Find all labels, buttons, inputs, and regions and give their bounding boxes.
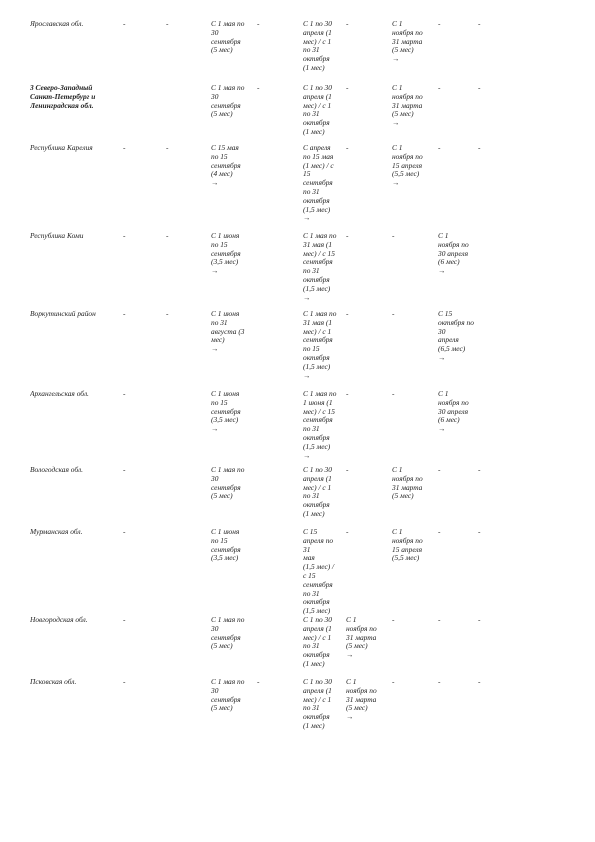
table-cell bbox=[257, 390, 303, 466]
region-name: Новгородская обл. bbox=[30, 616, 88, 624]
table-cell bbox=[478, 390, 518, 466]
region-name: Республика Коми bbox=[30, 232, 84, 240]
table-row bbox=[30, 144, 518, 232]
table-cell: С 1 ноября по 31 марта (5 мес) → bbox=[346, 616, 377, 660]
table-cell bbox=[166, 84, 211, 144]
table-cell: С 1 ноября по 30 апреля (6 мес) → bbox=[438, 390, 469, 434]
table-cell: - bbox=[478, 678, 481, 686]
table-cell bbox=[166, 390, 211, 466]
table-cell: - bbox=[346, 528, 349, 536]
table-row bbox=[30, 678, 518, 748]
table-row bbox=[30, 310, 518, 390]
table-cell bbox=[478, 310, 518, 390]
table-cell: - bbox=[257, 20, 260, 28]
table-cell: С 1 ноября по 31 марта (5 мес) → bbox=[346, 678, 377, 722]
region-name: 3 Северо-Западный Санкт-Петербург и Ленинградская обл. bbox=[30, 84, 96, 110]
table-cell: С 1 по 30 апреля (1 мес) / с 1 по 31 октября (1 мес) bbox=[303, 466, 332, 518]
table-cell: - bbox=[166, 20, 169, 28]
table-cell: - bbox=[392, 616, 395, 624]
table-row bbox=[30, 232, 518, 310]
table-cell: - bbox=[123, 144, 126, 152]
table-cell bbox=[257, 232, 303, 310]
table-cell: - bbox=[478, 466, 481, 474]
table-cell: - bbox=[346, 390, 349, 398]
table-cell: - bbox=[438, 84, 441, 92]
table-cell: С 15 апреля по 31 мая (1,5 мес) / с 15 сентября по 31 октября (1,5 мес) bbox=[303, 528, 335, 616]
table-cell: - bbox=[438, 678, 441, 686]
table-cell: - bbox=[123, 20, 126, 28]
table-cell: - bbox=[392, 390, 395, 398]
table-cell: С 1 по 30 апреля (1 мес) / с 1 по 31 октября (1 мес) bbox=[303, 678, 332, 730]
table-cell bbox=[478, 232, 518, 310]
table-cell bbox=[257, 310, 303, 390]
table-cell: - bbox=[438, 20, 441, 28]
table-cell: С 1 ноября по 15 апреля (5,5 мес) bbox=[392, 528, 423, 563]
table-cell: С 1 ноября по 31 марта (5 мес) → bbox=[392, 84, 423, 128]
table-cell bbox=[257, 528, 303, 616]
table-cell: - bbox=[478, 84, 481, 92]
table-cell: - bbox=[438, 144, 441, 152]
table-cell: С 1 ноября по 15 апреля (5,5 мес) → bbox=[392, 144, 423, 188]
table-cell: С 1 июня по 15 сентября (3,5 мес) bbox=[211, 528, 241, 563]
table-cell: С 1 ноября по 31 марта (5 мес) bbox=[392, 466, 423, 501]
region-name: Республика Карелия bbox=[30, 144, 93, 152]
table-cell: - bbox=[438, 616, 441, 624]
region-name: Воркутинский район bbox=[30, 310, 96, 318]
table-cell: - bbox=[346, 20, 349, 28]
region-name: Ярославская обл. bbox=[30, 20, 84, 28]
table-cell: С 1 по 30 апреля (1 мес) / с 1 по 31 октября (1 мес) bbox=[303, 84, 332, 136]
table-cell: - bbox=[346, 232, 349, 240]
table-row bbox=[30, 20, 518, 84]
table-cell: С 1 мая по 31 мая (1 мес) / с 15 сентября по 31 октября (1,5 мес) → bbox=[303, 232, 337, 302]
table-cell: - bbox=[438, 466, 441, 474]
table-cell: С 1 по 30 апреля (1 мес) / с 1 по 31 октября (1 мес) bbox=[303, 20, 332, 72]
table-cell: - bbox=[123, 232, 126, 240]
table-cell: - bbox=[392, 678, 395, 686]
table-cell: - bbox=[392, 232, 395, 240]
table-cell: - bbox=[346, 144, 349, 152]
table-cell: - bbox=[478, 20, 481, 28]
table-cell: - bbox=[478, 144, 481, 152]
table-cell: - bbox=[166, 232, 169, 240]
table-cell: С 1 ноября по 30 апреля (6 мес) → bbox=[438, 232, 469, 276]
table-cell: - bbox=[478, 528, 481, 536]
climate-zone-table bbox=[30, 20, 518, 748]
table-cell: - bbox=[123, 616, 126, 624]
table-cell: С 15 мая по 15 сентября (4 мес) → bbox=[211, 144, 241, 188]
table-cell: С 1 по 30 апреля (1 мес) / с 1 по 31 октября (1 мес) bbox=[303, 616, 332, 668]
table-cell: С 1 июня по 15 сентября (3,5 мес) → bbox=[211, 232, 241, 276]
table-cell: - bbox=[346, 84, 349, 92]
table-cell bbox=[257, 144, 303, 232]
table-cell: - bbox=[438, 528, 441, 536]
table-cell: - bbox=[166, 310, 169, 318]
table-row bbox=[30, 390, 518, 466]
table-cell: С 1 июня по 31 августа (3 мес) → bbox=[211, 310, 245, 354]
table-cell: - bbox=[123, 678, 126, 686]
table-cell: - bbox=[123, 466, 126, 474]
region-name: Вологодская обл. bbox=[30, 466, 83, 474]
table-cell: С 1 мая по 30 сентября (5 мес) bbox=[211, 84, 245, 119]
table-cell: - bbox=[346, 466, 349, 474]
table-cell: С 1 ноября по 31 марта (5 мес) → bbox=[392, 20, 423, 64]
region-name: Мурманская обл. bbox=[30, 528, 83, 536]
table-cell: С 1 мая по 30 сентября (5 мес) bbox=[211, 20, 245, 55]
table-cell: С 1 мая по 31 мая (1 мес) / с 1 сентября по 15 октября (1,5 мес) → bbox=[303, 310, 337, 380]
table-row bbox=[30, 84, 518, 144]
table-cell: - bbox=[123, 528, 126, 536]
table-body bbox=[30, 20, 518, 748]
table-cell: С 1 мая по 30 сентября (5 мес) bbox=[211, 616, 245, 651]
table-cell: - bbox=[346, 310, 349, 318]
table-cell: С 1 мая по 1 июня (1 мес) / с 15 сентября по 31 октября (1,5 мес) → bbox=[303, 390, 337, 460]
table-cell bbox=[257, 616, 303, 678]
table-cell bbox=[166, 528, 211, 616]
table-cell: - bbox=[123, 390, 126, 398]
table-cell: С 1 июня по 15 сентября (3,5 мес) → bbox=[211, 390, 241, 434]
table-cell: - bbox=[392, 310, 395, 318]
table-row bbox=[30, 528, 518, 616]
table-cell bbox=[166, 466, 211, 528]
table-cell: - bbox=[478, 616, 481, 624]
region-name: Архангельская обл. bbox=[30, 390, 89, 398]
table-cell: - bbox=[257, 678, 260, 686]
table-cell: С 1 мая по 30 сентября (5 мес) bbox=[211, 678, 245, 713]
table-row bbox=[30, 616, 518, 678]
table-cell bbox=[166, 616, 211, 678]
table-cell bbox=[123, 84, 166, 144]
table-cell bbox=[257, 466, 303, 528]
table-cell: С апреля по 15 мая (1 мес) / с 15 сентября по 31 октября (1,5 мес) → bbox=[303, 144, 334, 223]
table-cell bbox=[166, 678, 211, 748]
table-cell: С 15 октября по 30 апреля (6,5 мес) → bbox=[438, 310, 474, 362]
table-cell: С 1 мая по 30 сентября (5 мес) bbox=[211, 466, 245, 501]
table-cell: - bbox=[257, 84, 260, 92]
region-name: Псковская обл. bbox=[30, 678, 77, 686]
table-cell: - bbox=[123, 310, 126, 318]
table-row bbox=[30, 466, 518, 528]
table-cell: - bbox=[166, 144, 169, 152]
